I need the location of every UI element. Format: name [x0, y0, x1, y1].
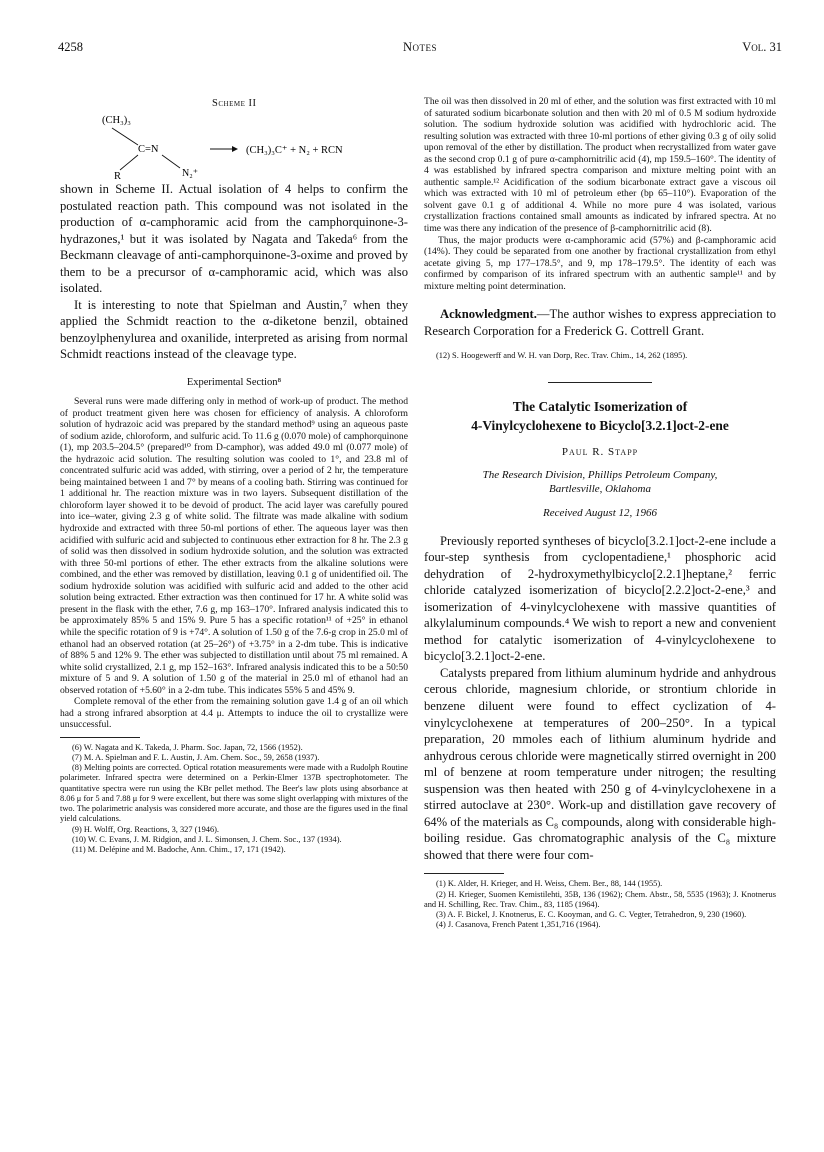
intro-text [60, 181, 408, 363]
footnote: (9) H. Wolff, Org. Reactions, 3, 327 (1946). [72, 824, 220, 834]
experimental-paragraph: The oil was then dissolved in 20 ml of ether, and the solution was first extracted with 10 ml of saturated sodium bicarbonate solution and then with 20 ml of 0.5 M sodium hydroxide solution. The sodium hydroxide solution was acidified with hydrochloric acid. The resulting solution was extracted with three 10-ml portions of ether giving 0.3 g of oily solid upon removal of the ether by distillation. The product when recrystallized from water gave as the second crop 0.1 g of pure α-camphornitrilic acid (4), mp 159.5–160°. The identity of 4 was established by infrared spectra comparison and mixture melting point with an authentic sample.¹² Acidification of the sodium bicarbonate extract gave a viscous oil which was extracted with 10 ml of petroleum ether (bp 65–110°). Evaporation of the solvent gave 0.1 g of additional 4. While no more pure 4 was isolated, various crystallization fractions contained small amounts as indicated by infrared spectra. At no time was there any indication of the presence of β-camphornitrilic acid (8). [424, 96, 776, 235]
affiliation-line: Bartlesville, Oklahoma [548, 483, 652, 495]
footnote: (2) H. Krieger, Suomen Kemistilehti, 35B, 136 (1962); Chem. Abstr., 58, 5535 (1963); J. Knotnerus and H. Schilling, Rec. Trav. Chim., 83, 1185 (1964). [424, 889, 776, 909]
article-author: Paul R. Stapp [561, 445, 639, 458]
footnote: (6) W. Nagata and K. Takeda, J. Pharm. Soc. Japan, 72, 1566 (1952). [72, 742, 303, 752]
left-column [60, 96, 408, 855]
footnote: (7) M. A. Spielman and F. L. Austin, J. Am. Chem. Soc., 59, 2658 (1937). [72, 753, 320, 763]
article-body [424, 533, 776, 864]
article-paragraph: Previously reported syntheses of bicyclo[3.2.1]oct-2-ene include a four-step synthesis from cyclopentadiene,¹ phosphoric acid dehydration of 2-hydroxymethylbicyclo[2.2.1]heptane,² ferric chloride catalyzed isomerization of bicyclo[2.2.2]oct-2-ene,³ and isomerization of 4-vinylcyclohexene with massive quantities of alkylaluminum compounds.⁴ We wish to report a new and convenient method for catalytic isomerization of 4-vinylcyclohexene to bicyclo[3.2.1]oct-2-ene. [424, 533, 776, 664]
experimental-text [60, 396, 408, 731]
acknowledgment [424, 306, 776, 339]
article-divider [548, 382, 652, 383]
scheme-bond-lower-left [120, 155, 138, 170]
right-column [424, 96, 776, 930]
scheme-structure [100, 112, 400, 180]
scheme-products: (CH₃)₃C⁺ + N₂ + RCN [246, 145, 343, 156]
footnote: (4) J. Casanova, French Patent 1,351,716 (1964). [436, 920, 601, 930]
acknowledgment-label: Acknowledgment. [440, 307, 537, 322]
intro-paragraph: shown in Scheme II. Actual isolation of 4 helps to confirm the postulated reaction path. This compound was not isolated in the production of α-camphoramic acid from the camphorquinone-3-hydrazones,¹ but it was isolated by Nagata and Takeda⁶ from the Beckmann cleavage of anti-camphorquinone-3-oxime and proved by them to be a precursor of α-camphoramic acid, which was also isolated. [60, 182, 408, 296]
footnote: (8) Melting points are corrected. Optical rotation measurements were made with a Rudolph Routine polarimeter. Infrared spectra were determined on a Perkin-Elmer 137B spectrophotometer. The quantitative spectra were run using the KBr pellet method. The Beer's law plots using absorbance at 8.06 μ for 5 and 7.88 μ for 9 were excellent, but there was some slight overlapping with mixtures of the two. The polarimetric analysis was considered more accurate, and those are the figures used in the final yield calculations. [60, 763, 408, 824]
footnote-rule [60, 737, 140, 738]
article-title-line: 4-Vinylcyclohexene to Bicyclo[3.2.1]oct-2-ene [471, 418, 729, 433]
section-name: Notes [402, 40, 438, 54]
article-title [424, 397, 776, 436]
scheme-title: Scheme II [212, 98, 257, 109]
right-footnote-12 [424, 351, 776, 361]
scheme-bond-lower-right [162, 155, 180, 168]
left-footnotes [60, 743, 408, 855]
footnote: (1) K. Alder, H. Krieger, and H. Weiss, Chem. Ber., 88, 144 (1955). [436, 879, 663, 889]
article-title-line: The Catalytic Isomerization of [512, 398, 688, 414]
intro-paragraph: It is interesting to note that Spielman and Austin,⁷ when they applied the Schmidt reaction to the α-diketone benzil, obtained benzoylphenylurea and oxanilide, interpreted as arising from normal Schmidt reactions instead of the cleavage type. [60, 297, 408, 362]
scheme-top-group: (CH₃)₃ [102, 115, 131, 126]
affiliation-line: The Research Division, Phillips Petroleum Company, [482, 468, 718, 481]
continued-experimental [424, 96, 776, 292]
scheme-ii [60, 96, 408, 181]
scheme-bottom-left: R [114, 171, 122, 180]
received-date: Received August 12, 1966 [542, 506, 658, 519]
right-footnotes [424, 879, 776, 930]
page-number: 4258 [58, 40, 83, 54]
experimental-paragraph: Complete removal of the ether from the remaining solution gave 1.4 g of an oil which had a strong infrared absorption at 4.4 μ. Attempts to induce the oil to crystallize were unsuccessful. [60, 696, 408, 731]
acknowledgment-text: —The author wishes to express appreciation to Research Corporation for a Frederick G. Cottrell Grant. [424, 307, 776, 338]
footnote: (11) M. Delépine and M. Badoche, Ann. Chim., 17, 171 (1942). [72, 844, 286, 854]
scheme-bond: C=N [138, 144, 159, 155]
experimental-heading: Experimental Section⁸ [186, 377, 282, 389]
footnote-rule [424, 873, 504, 874]
footnote: (3) A. F. Bickel, J. Knotnerus, E. C. Kooyman, and G. C. Vegter, Tetrahedron, 9, 230 (1960). [436, 910, 747, 920]
scheme-arrow-head [232, 146, 238, 152]
experimental-paragraph: Several runs were made differing only in method of work-up of product. The method of product treatment given here was chosen for efficiency of analysis. A chloroform solution of hydrazoic acid was prepared by the standard method⁹ using an aqueous paste of sodium azide, chloroform, and sulfuric acid. To 11.6 g (0.070 mole) of camphorquinone (1), mp 203.5–204.5° (prepared¹⁰ from D-camphor), was added 49.0 ml (0.077 mole) of the hydrazoic acid solution. The resulting solution was cooled to 1°, and 23.8 ml of concentrated sulfuric acid was added, with stirring, over a period of 2 hr, the temperature being maintained between 1 and 7° by means of a cooling bath. Stirring was continued for 1 additional hr. The reaction mixture was in two layers. Subsequent distillation of the chloroform layer showed it to be devoid of product. The acid layer was carefully poured into ice–water, giving 2.3 g of white solid. The filtrate was made alkaline with sodium hydroxide and extracted with three 50-ml portions of ether. The aqueous layer was then acidified with sulfuric acid and subjected to continuous ether extraction for 8 hr. The 2.3 g of solid was then dissolved in sodium hydroxide solution, and the solution was extracted with three 50-ml portions of ether. The ether extracts from the alkaline solutions were combined, and the ether was removed by distillation, leaving 0.1 g of unidentified oil. The sodium hydroxide solution was acidified with sulfuric acid and added to the other acid solution being extracted. Ether extraction was then continued for 17 hr. A white solid was present in the flask with the ether, 7.6 g, mp 163–170°. Infrared analysis indicated this to be approximately 85% 5 and 15% 9. Pure 5 has a specific rotation¹¹ of +25° in ethanol while the specific rotation of 9 is +74°. A solution of 1.50 g of the 7.6-g crop in 25.0 ml of ethanol had an observed rotation (at 25–26°) of +3.75° in a 2-dm tube. This is indicative of 88% 5 and 12% 9. The ether was subjected to distillation until about 75 ml remained. A white solid crystallized, 2.1 g, mp 152–163°. Infrared analysis indicated this to be a 50:50 mixture of 5 and 9. A solution of 1.50 g of the material in 25.0 ml of ethanol had an observed rotation of +5.60° in a 2-dm tube. This indicates 55% 5 and 45% 9. [60, 396, 408, 696]
footnote: (10) W. C. Evans, J. M. Ridgion, and J. L. Simonsen, J. Chem. Soc., 137 (1934). [72, 834, 342, 844]
running-header [58, 40, 782, 56]
article-affiliation [424, 468, 776, 497]
scheme-bond-upper [112, 128, 138, 145]
experimental-paragraph: Thus, the major products were α-camphoramic acid (57%) and β-camphoramic acid (14%). They could be separated from one another by fractional crystallization from ethyl acetate giving 5, mp 177–178.5°, and 9, mp 178–179.5°. The identity of each was confirmed by comparison of its infrared spectrum with an authentic sample¹¹ and by mixture melting point determination. [424, 234, 776, 292]
scheme-bottom-right: N₂⁺ [182, 168, 198, 179]
article-paragraph: Catalysts prepared from lithium aluminum hydride and anhydrous cerous chloride, magnesium chloride, or strontium chloride in benzene diluent were found to effect cyclization of 4-vinylcyclohexene at temperatures of 200–250°. In a typical preparation, 20 mmoles each of lithium aluminum hydride and anhydrous cerous chloride were magnetically stirred overnight in 200 ml of benzene at room temperature under nitrogen; the resulting suspension was then heated with 250 g of 4-vinylcyclohexene in a stirred autoclave at 230°. Work-up and distillation gave recovery of 64% of the materials as C₈ compounds, along with considerable high-boiling residue. Gas chromatographic analysis of the C₈ mixture showed that there were four com- [424, 665, 776, 862]
volume-label: Vol. 31 [742, 40, 782, 54]
footnote: (12) S. Hoogewerff and W. H. van Dorp, Rec. Trav. Chim., 14, 262 (1895). [436, 351, 688, 361]
